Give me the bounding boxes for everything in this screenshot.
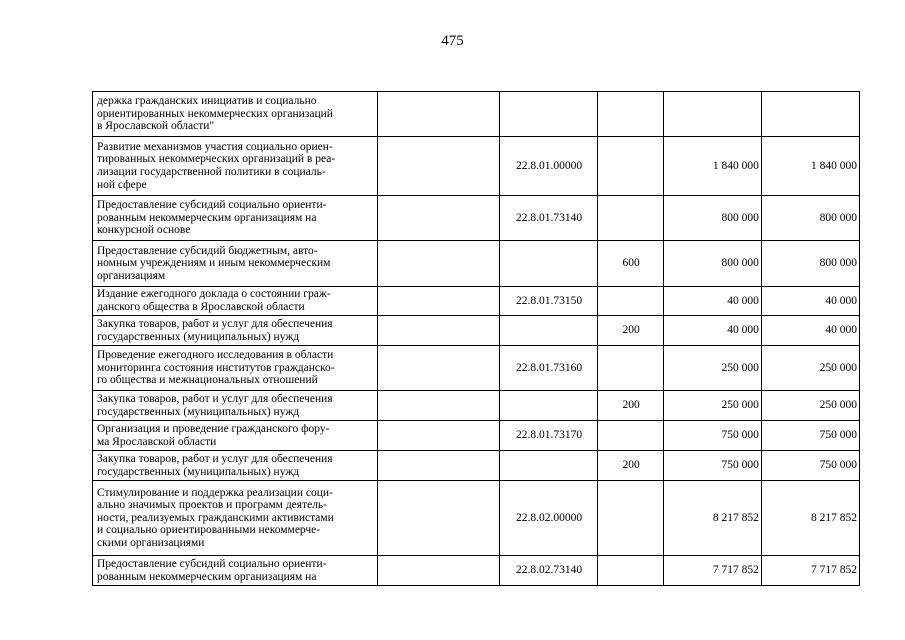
- table-row: [93, 481, 860, 556]
- cell-empty: [378, 196, 499, 241]
- cell-amount-2: 1 840 000: [761, 137, 859, 196]
- cell-empty: [378, 92, 499, 137]
- cell-name-line: Предоставление субсидий социально ориенти-: [97, 199, 327, 212]
- cell-name-line: Закупка товаров, работ и услуг для обеспечения: [97, 317, 333, 330]
- table-row: [93, 346, 860, 391]
- cell-code: [499, 92, 597, 137]
- table-row: [93, 421, 860, 451]
- cell-expense-type: [597, 137, 663, 196]
- table-row: [93, 391, 860, 421]
- cell-name: [93, 137, 378, 196]
- cell-name: [93, 481, 378, 556]
- cell-name-line: держка гражданских инициатив и социально: [97, 95, 317, 108]
- cell-name-line: мониторинга состояния институтов гражданско-: [97, 361, 335, 374]
- cell-amount-1: 250 000: [663, 346, 761, 391]
- cell-expense-type: 200: [597, 451, 663, 481]
- cell-code: [499, 451, 597, 481]
- cell-amount-1: 40 000: [663, 316, 761, 346]
- cell-name-line: ально значимых проектов и программ деятель-: [97, 499, 328, 512]
- table-row: [93, 451, 860, 481]
- cell-amount-2: 750 000: [761, 421, 859, 451]
- table-row: [93, 137, 860, 196]
- cell-name-line: Закупка товаров, работ и услуг для обеспечения: [97, 452, 333, 465]
- cell-empty: [378, 346, 499, 391]
- cell-code: 22.8.01.73170: [499, 421, 597, 451]
- cell-name: [93, 346, 378, 391]
- cell-amount-1: 800 000: [663, 196, 761, 241]
- cell-name: [93, 241, 378, 287]
- cell-name-line: ориентированных некоммерческих организаций: [97, 107, 333, 120]
- cell-code: [499, 241, 597, 287]
- cell-code: [499, 316, 597, 346]
- cell-empty: [378, 556, 499, 586]
- cell-expense-type: [597, 481, 663, 556]
- cell-name-line: государственных (муниципальных) нужд: [97, 465, 300, 478]
- cell-empty: [378, 451, 499, 481]
- cell-name-line: ности, реализуемых гражданскими активистами: [97, 511, 334, 524]
- cell-name-line: организациям: [97, 269, 166, 282]
- cell-empty: [378, 391, 499, 421]
- cell-name-line: Издание ежегодного доклада о состоянии граж-: [97, 288, 331, 301]
- table-row: [93, 287, 860, 316]
- cell-amount-1: 1 840 000: [663, 137, 761, 196]
- cell-amount-2: 40 000: [761, 316, 859, 346]
- cell-name-line: Проведение ежегодного исследования в области: [97, 349, 334, 362]
- table-row: [93, 241, 860, 287]
- cell-amount-2: 250 000: [761, 391, 859, 421]
- cell-empty: [378, 421, 499, 451]
- cell-expense-type: [597, 92, 663, 137]
- cell-amount-1: 250 000: [663, 391, 761, 421]
- cell-expense-type: [597, 556, 663, 586]
- cell-name-line: ма Ярославской области: [97, 435, 217, 448]
- cell-amount-2: [761, 92, 859, 137]
- cell-name: [93, 196, 378, 241]
- cell-name-line: ной сфере: [97, 178, 147, 191]
- cell-amount-1: [663, 92, 761, 137]
- cell-amount-1: 7 717 852: [663, 556, 761, 586]
- cell-expense-type: 200: [597, 391, 663, 421]
- cell-expense-type: [597, 421, 663, 451]
- cell-name-line: Организация и проведение гражданского фору-: [97, 422, 330, 435]
- cell-amount-1: 800 000: [663, 241, 761, 287]
- cell-name-line: рованным некоммерческим организациям на: [97, 570, 317, 583]
- cell-name: [93, 421, 378, 451]
- page-number: 475: [441, 33, 464, 49]
- cell-name-line: Предоставление субсидий бюджетным, авто-: [97, 244, 318, 257]
- cell-expense-type: 200: [597, 316, 663, 346]
- cell-code: 22.8.01.00000: [499, 137, 597, 196]
- cell-amount-2: 40 000: [761, 287, 859, 316]
- cell-empty: [378, 481, 499, 556]
- cell-code: 22.8.01.73140: [499, 196, 597, 241]
- cell-name: [93, 316, 378, 346]
- cell-name-line: в Ярославской области": [97, 120, 215, 133]
- cell-code: 22.8.02.73140: [499, 556, 597, 586]
- cell-amount-1: 8 217 852: [663, 481, 761, 556]
- cell-name: [93, 391, 378, 421]
- table-row: [93, 316, 860, 346]
- cell-expense-type: [597, 196, 663, 241]
- cell-name-line: тированных некоммерческих организаций в реа-: [97, 153, 336, 166]
- cell-empty: [378, 137, 499, 196]
- cell-name-line: Предоставление субсидий социально ориенти-: [97, 557, 327, 570]
- budget-table-body: [93, 92, 860, 586]
- cell-empty: [378, 241, 499, 287]
- cell-amount-1: 750 000: [663, 451, 761, 481]
- cell-name-line: го общества и межнациональных отношений: [97, 374, 318, 387]
- cell-name-line: номным учреждениям и иным некоммерческим: [97, 257, 331, 270]
- cell-name: [93, 451, 378, 481]
- cell-code: 22.8.01.73150: [499, 287, 597, 316]
- cell-code: 22.8.01.73160: [499, 346, 597, 391]
- cell-name-line: лизации государственной политики в социаль-: [97, 166, 326, 178]
- cell-amount-2: 800 000: [761, 196, 859, 241]
- cell-code: 22.8.02.00000: [499, 481, 597, 556]
- cell-name-line: скими организациями: [97, 536, 205, 549]
- cell-amount-2: 7 717 852: [761, 556, 859, 586]
- table-row: [93, 556, 860, 586]
- cell-expense-type: [597, 287, 663, 316]
- cell-amount-2: 800 000: [761, 241, 859, 287]
- cell-expense-type: 600: [597, 241, 663, 287]
- cell-name-line: конкурсной основе: [97, 224, 191, 237]
- cell-name-line: данского общества в Ярославской области: [97, 301, 305, 313]
- cell-expense-type: [597, 346, 663, 391]
- cell-name-line: Закупка товаров, работ и услуг для обеспечения: [97, 392, 333, 405]
- cell-amount-2: 8 217 852: [761, 481, 859, 556]
- cell-name: [93, 92, 378, 137]
- cell-name-line: государственных (муниципальных) нужд: [97, 330, 300, 343]
- cell-amount-1: 40 000: [663, 287, 761, 316]
- cell-name-line: Развитие механизмов участия социально ориен-: [97, 140, 333, 153]
- cell-name: [93, 556, 378, 586]
- table-row: [93, 92, 860, 137]
- cell-code: [499, 391, 597, 421]
- cell-amount-1: 750 000: [663, 421, 761, 451]
- table-row: [93, 196, 860, 241]
- cell-name-line: рованным некоммерческим организациям на: [97, 211, 317, 224]
- cell-name-line: государственных (муниципальных) нужд: [97, 405, 300, 418]
- cell-name-line: и социально ориентированными некоммерче-: [97, 524, 321, 537]
- cell-empty: [378, 316, 499, 346]
- cell-name: [93, 287, 378, 316]
- cell-empty: [378, 287, 499, 316]
- cell-amount-2: 750 000: [761, 451, 859, 481]
- cell-amount-2: 250 000: [761, 346, 859, 391]
- cell-name-line: Стимулирование и поддержка реализации соци-: [97, 486, 333, 499]
- budget-table: [92, 91, 860, 586]
